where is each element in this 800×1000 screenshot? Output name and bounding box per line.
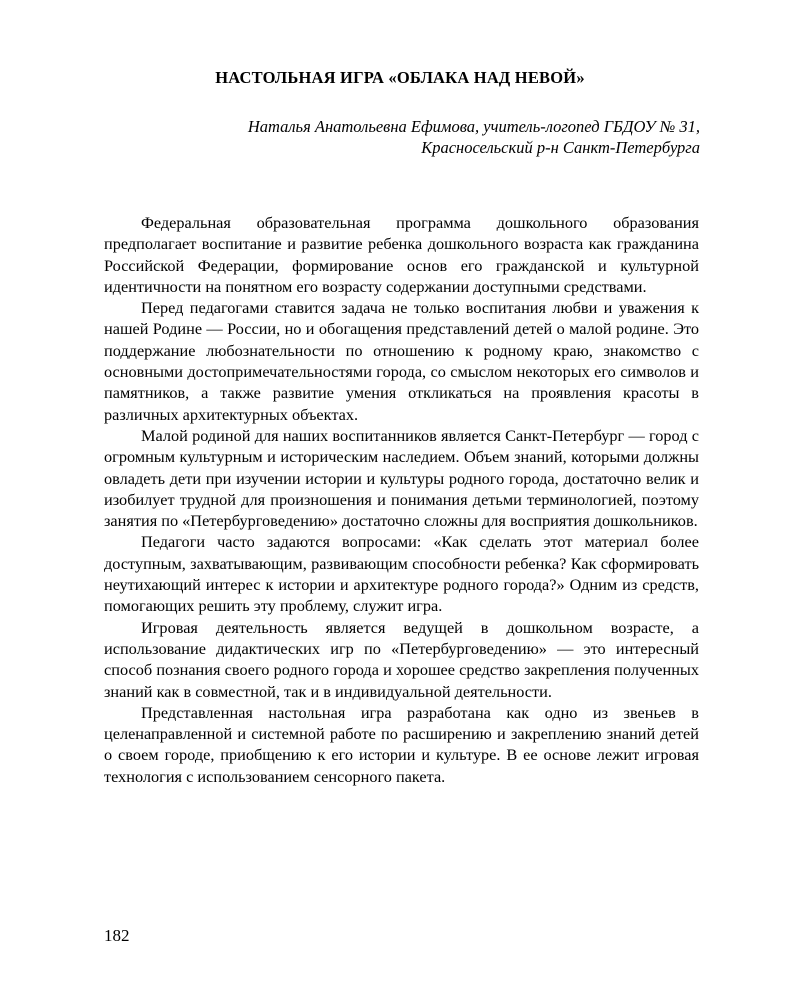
author-info (100, 116, 700, 158)
paragraph: Малой родиной для наших воспитанников является Санкт-Петербург — город с огромным культурным и историческим наследием. Объем знаний, которыми должны овладеть дети при изучении истории и культуры родного города, достаточно велик и изобилует трудной для произношения и понимания детьми терминологией, поэтому занятия по «Петербурговедению» достаточно сложны для восприятия дошкольников. (104, 425, 699, 531)
paragraph: Игровая деятельность является ведущей в дошкольном возрасте, а использование дидактических игр по «Петербурговедению» — это интересный способ познания своего родного города и хорошее средство закрепления полученных знаний как в совместной, так и в индивидуальной деятельности. (104, 617, 699, 701)
page-title: НАСТОЛЬНАЯ ИГРА «ОБЛАКА НАД НЕВОЙ» (215, 68, 585, 87)
paragraph: Представленная настольная игра разработана как одно из звеньев в целенаправленной и системной работе по расширению и закреплению знаний детей о своем городе, приобщению к его истории и культуре. В ее основе лежит игровая технология с использованием сенсорного пакета. (104, 702, 699, 786)
article-body (104, 212, 699, 787)
author-location-line: Красносельский р-н Санкт-Петербурга (421, 138, 700, 157)
author-name-line: Наталья Анатольевна Ефимова, учитель-логопед ГБДОУ № 31, (247, 117, 700, 136)
paragraph: Федеральная образовательная программа дошкольного образования предполагает воспитание и развитие ребенка дошкольного возраста как гражданина Российской Федерации, формирование основ его гражданской и культурной идентичности на понятном его возрасту содержании доступными средствами. (104, 213, 699, 296)
paragraph: Перед педагогами ставится задача не только воспитания любви и уважения к нашей Родине — России, но и обогащения представлений детей о малой родине. Это поддержание любознательности по отношению к родному краю, знакомство с основными достопримечательностями города, со смыслом некоторых его символов и памятников, а также развитие умения откликаться на проявления красоты в различных архитектурных объектах. (104, 298, 699, 424)
page-number: 182 (104, 926, 130, 945)
paragraph: Педагоги часто задаются вопросами: «Как сделать этот материал более доступным, захватывающим, развивающим способности ребенка? Как сформировать неутихающий интерес к истории и архитектуре родного города?» Одним из средств, помогающих решить эту проблему, служит игра. (104, 532, 699, 616)
